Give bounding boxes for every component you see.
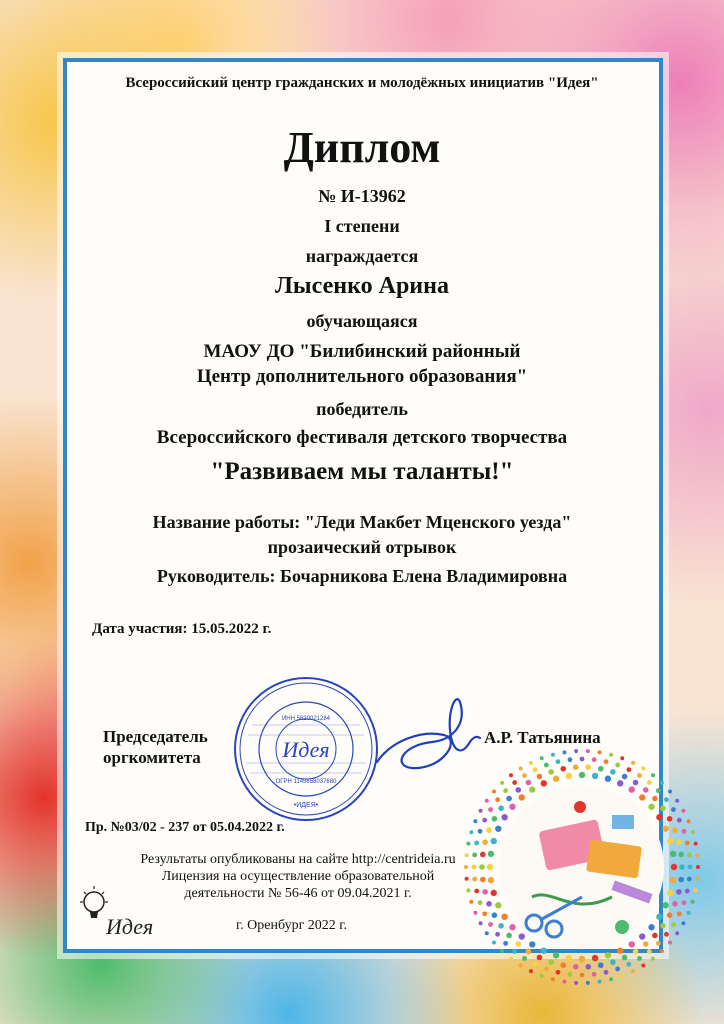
collage-dot bbox=[465, 877, 469, 881]
collage-dot bbox=[641, 767, 645, 771]
collage-dot bbox=[529, 941, 535, 947]
collage-dot bbox=[668, 941, 672, 945]
collage-dot bbox=[473, 911, 477, 915]
collage-dot bbox=[695, 877, 699, 881]
collage-dot bbox=[473, 819, 477, 823]
collage-dot bbox=[631, 761, 635, 765]
collage-dot bbox=[667, 838, 673, 844]
collage-dot bbox=[682, 900, 687, 905]
stamp-bottom-text: •ИДЕЯ• bbox=[293, 802, 319, 809]
collage-dot bbox=[676, 839, 682, 845]
collage-dot bbox=[681, 921, 685, 925]
footer-line-3: деятельности № 56-46 от 09.04.2021 г. bbox=[184, 886, 412, 901]
collage-dot bbox=[568, 972, 573, 977]
collage-dot bbox=[586, 981, 590, 985]
collage-dot bbox=[579, 772, 585, 778]
collage-dot bbox=[498, 923, 504, 929]
collage-dot bbox=[647, 949, 652, 954]
collage-dot bbox=[480, 877, 486, 883]
collage-dot bbox=[643, 941, 649, 947]
collage-dot bbox=[519, 794, 525, 800]
certificate-number: № И-13962 bbox=[318, 186, 406, 206]
stamp-ogrn: ОГРН 1145658037680 bbox=[275, 779, 337, 785]
collage-dot bbox=[522, 773, 527, 778]
collage-dot bbox=[656, 788, 661, 793]
collage-dot bbox=[485, 931, 489, 935]
collage-dot bbox=[500, 949, 504, 953]
awarded-label: награждается bbox=[305, 246, 419, 266]
collage-dot bbox=[585, 764, 591, 770]
collage-dot bbox=[498, 805, 504, 811]
collage-dot bbox=[648, 804, 654, 810]
collage-dot bbox=[668, 789, 672, 793]
collage-dot bbox=[503, 941, 508, 946]
collage-dot bbox=[637, 956, 642, 961]
collage-dot bbox=[671, 807, 676, 812]
collage-dot bbox=[620, 974, 624, 978]
role-label: обучающаяся bbox=[306, 311, 418, 331]
collage-dot bbox=[540, 974, 544, 978]
collage-dot bbox=[478, 900, 483, 905]
collage-dot bbox=[526, 780, 532, 786]
collage-dot bbox=[598, 980, 602, 984]
collage-dot bbox=[679, 864, 685, 870]
collage-dot bbox=[526, 949, 532, 955]
collage-dot bbox=[519, 933, 525, 939]
collage-dot bbox=[506, 933, 512, 939]
collage-dot bbox=[687, 877, 692, 882]
collage-dot bbox=[691, 900, 695, 904]
collage-dot bbox=[652, 796, 658, 802]
decorative-collage bbox=[462, 747, 702, 987]
collage-dot bbox=[486, 827, 492, 833]
collage-dot bbox=[482, 889, 488, 895]
collage-dot bbox=[492, 912, 498, 918]
collage-dot bbox=[519, 767, 523, 771]
collage-dot bbox=[677, 911, 682, 916]
logo-text: Идея bbox=[106, 914, 154, 939]
collage-dot bbox=[495, 797, 500, 802]
collage-dot bbox=[685, 889, 690, 894]
collage-dot bbox=[656, 941, 661, 946]
collage-dot bbox=[474, 841, 479, 846]
collage-dot bbox=[480, 852, 486, 858]
stamp-inn: ИНН 5620021284 bbox=[281, 716, 331, 722]
collage-dot bbox=[652, 933, 658, 939]
collage-dot bbox=[506, 796, 512, 802]
collage-dot bbox=[585, 964, 591, 970]
collage-dot bbox=[656, 914, 662, 920]
collage-dot bbox=[479, 864, 485, 870]
festival-name: "Развиваем мы таланты!" bbox=[210, 458, 514, 485]
collage-dot bbox=[529, 969, 533, 973]
collage-dot bbox=[622, 955, 628, 961]
collage-dot bbox=[482, 818, 487, 823]
official-stamp bbox=[232, 675, 380, 823]
collage-dot bbox=[541, 780, 547, 786]
collage-dot bbox=[495, 902, 501, 908]
collage-dot bbox=[482, 839, 488, 845]
collage-dot bbox=[675, 931, 679, 935]
collage-dot bbox=[695, 853, 699, 857]
collage-dot bbox=[662, 902, 668, 908]
collage-dot bbox=[660, 923, 666, 929]
collage-dot bbox=[639, 794, 645, 800]
festival-label: Всероссийского фестиваля детского творчества bbox=[156, 427, 568, 448]
collage-dot bbox=[605, 776, 611, 782]
collage-dot bbox=[482, 911, 487, 916]
collage-dot bbox=[580, 973, 585, 978]
collage-dot bbox=[687, 819, 691, 823]
collage-dot bbox=[609, 977, 613, 981]
collage-dot bbox=[672, 827, 678, 833]
collage-dot bbox=[500, 781, 504, 785]
collage-dot bbox=[696, 865, 700, 869]
collage-dot bbox=[694, 888, 698, 892]
collage-dot bbox=[651, 957, 655, 961]
collage-dot bbox=[562, 980, 566, 984]
collage-dot bbox=[687, 911, 691, 915]
collage-dot bbox=[574, 981, 578, 985]
collage-dot bbox=[667, 890, 673, 896]
collage-dot bbox=[647, 780, 652, 785]
collage-dot bbox=[553, 952, 559, 958]
collage-dot bbox=[492, 789, 496, 793]
collage-dot bbox=[472, 853, 477, 858]
collage-dot bbox=[556, 970, 561, 975]
collage-dot bbox=[598, 962, 604, 968]
collage-dot bbox=[479, 921, 483, 925]
collage-dot bbox=[537, 774, 543, 780]
collage-dot bbox=[682, 829, 687, 834]
collage-dot bbox=[610, 769, 616, 775]
status-label: победитель bbox=[316, 399, 408, 419]
collage-dot bbox=[491, 838, 497, 844]
collage-dot bbox=[541, 947, 547, 953]
collage-dot bbox=[681, 809, 685, 813]
collage-dot bbox=[678, 852, 684, 858]
collage-dot bbox=[566, 773, 572, 779]
collage-dot bbox=[685, 841, 690, 846]
organization-line-1: МАОУ ДО "Билибинский районный bbox=[203, 341, 521, 362]
recipient-name: Лысенко Арина bbox=[275, 273, 449, 299]
organization-header: Всероссийский центр гражданских и молодёжных инициатив "Идея" bbox=[125, 75, 599, 91]
collage-dot bbox=[637, 773, 642, 778]
collage-dot bbox=[556, 759, 561, 764]
collage-dot bbox=[540, 756, 544, 760]
collage-dot bbox=[474, 889, 479, 894]
collage-dot bbox=[609, 753, 613, 757]
organization-line-2: Центр дополнительного образования" bbox=[196, 366, 528, 387]
collage-dot bbox=[568, 757, 573, 762]
footer-line-1: Результаты опубликованы на сайте http://centrideia.ru bbox=[140, 852, 456, 867]
collage-dot bbox=[676, 889, 682, 895]
collage-dot bbox=[574, 749, 578, 753]
collage-dot bbox=[488, 922, 493, 927]
collage-dot bbox=[551, 753, 555, 757]
collage-dot bbox=[592, 757, 597, 762]
collage-dot bbox=[670, 877, 676, 883]
collage-dot bbox=[610, 959, 616, 965]
collage-dot bbox=[580, 757, 585, 762]
collage-dot bbox=[604, 970, 609, 975]
collage-dot bbox=[633, 780, 639, 786]
collage-dot bbox=[466, 842, 470, 846]
collage-dot bbox=[598, 766, 604, 772]
collage-dot bbox=[592, 955, 598, 961]
collage-dot bbox=[560, 962, 566, 968]
collage-dot bbox=[615, 763, 620, 768]
collage-dot bbox=[485, 799, 489, 803]
collage-dot bbox=[566, 955, 572, 961]
collage-dot bbox=[487, 864, 493, 870]
collage-dot bbox=[639, 933, 645, 939]
stamp-center-text: Идея bbox=[282, 737, 330, 762]
participation-date: Дата участия: 15.05.2022 г. bbox=[92, 621, 272, 637]
collage-dot bbox=[509, 924, 515, 930]
collage-dot bbox=[479, 809, 483, 813]
collage-dot bbox=[694, 842, 698, 846]
collage-dot bbox=[465, 853, 469, 857]
collage-dot bbox=[560, 766, 566, 772]
collage-dot bbox=[492, 941, 496, 945]
collage-dot bbox=[671, 864, 677, 870]
collage-dot bbox=[592, 972, 597, 977]
collage-dot bbox=[537, 955, 543, 961]
collage-dot bbox=[512, 949, 517, 954]
collage-dot bbox=[503, 788, 508, 793]
collage-dot bbox=[495, 826, 501, 832]
collage-dot bbox=[641, 963, 645, 967]
collage-dot bbox=[519, 963, 523, 967]
order-number: Пр. №03/02 - 237 от 05.04.2022 г. bbox=[85, 820, 285, 835]
collage-dot bbox=[620, 756, 624, 760]
idea-logo bbox=[76, 884, 166, 942]
collage-dot bbox=[488, 807, 493, 812]
collage-dot bbox=[660, 781, 664, 785]
collage-dot bbox=[515, 941, 521, 947]
collage-dot bbox=[509, 773, 513, 777]
collage-dot bbox=[633, 949, 639, 955]
collage-dot bbox=[553, 776, 559, 782]
collage-dot bbox=[592, 773, 598, 779]
collage-dot bbox=[533, 767, 538, 772]
collage-dot bbox=[495, 932, 500, 937]
collage-dot bbox=[501, 814, 507, 820]
collage-dot bbox=[478, 829, 483, 834]
collage-dot bbox=[509, 957, 513, 961]
collage-dot bbox=[629, 786, 635, 792]
supervisor: Руководитель: Бочарникова Елена Владимировна bbox=[156, 566, 568, 586]
collage-dot bbox=[660, 805, 666, 811]
collage-dot bbox=[522, 956, 527, 961]
city-year: г. Оренбург 2022 г. bbox=[236, 918, 347, 933]
collage-dot bbox=[691, 830, 695, 834]
collage-dot bbox=[573, 764, 579, 770]
collage-dot bbox=[544, 763, 549, 768]
collage-dot bbox=[631, 969, 635, 973]
collage-dot bbox=[492, 816, 498, 822]
collage-dot bbox=[651, 773, 655, 777]
collage-dot bbox=[672, 901, 678, 907]
collage-dot bbox=[466, 888, 470, 892]
collage-dot bbox=[562, 750, 566, 754]
collage-dot bbox=[671, 922, 676, 927]
collage-dot bbox=[544, 967, 549, 972]
collage-dot bbox=[604, 759, 609, 764]
collage-dot bbox=[626, 962, 631, 967]
collage-dot bbox=[501, 914, 507, 920]
collage-dot bbox=[598, 750, 602, 754]
collage-dot bbox=[515, 787, 521, 793]
collage-dot bbox=[675, 799, 679, 803]
collage-dot bbox=[605, 952, 611, 958]
collage-dot bbox=[664, 932, 669, 937]
collage-dot bbox=[488, 877, 494, 883]
footer-line-2: Лицензия на осуществление образовательной bbox=[161, 869, 435, 884]
collage-dot bbox=[626, 767, 631, 772]
collage-dot bbox=[464, 865, 468, 869]
collage-dot bbox=[643, 787, 649, 793]
collage-dot bbox=[615, 967, 620, 972]
collage-dot bbox=[469, 830, 473, 834]
collage-dot bbox=[469, 900, 473, 904]
collage-dot bbox=[486, 901, 492, 907]
collage-dot bbox=[617, 780, 623, 786]
collage-dot bbox=[472, 865, 477, 870]
signer-name: А.Р. Татьянина bbox=[484, 728, 601, 747]
work-type: прозаический отрывок bbox=[267, 537, 457, 557]
collage-dot bbox=[677, 818, 682, 823]
collage-dot bbox=[551, 977, 555, 981]
collage-dot bbox=[529, 786, 535, 792]
collage-dot bbox=[660, 949, 664, 953]
chairman-label-line-1: Председатель bbox=[103, 727, 208, 746]
collage-dot bbox=[586, 749, 590, 753]
collage-dot bbox=[548, 959, 554, 965]
collage-dot bbox=[667, 912, 673, 918]
certificate-title: Диплом bbox=[283, 123, 441, 172]
collage-dot bbox=[656, 814, 662, 820]
work-title: Название работы: "Леди Макбет Мценского уезда" bbox=[152, 512, 572, 532]
collage-dot bbox=[529, 761, 533, 765]
collage-dot bbox=[548, 769, 554, 775]
collage-dot bbox=[472, 877, 477, 882]
collage-dot bbox=[512, 780, 517, 785]
collage-dot bbox=[579, 956, 585, 962]
collage-dot bbox=[664, 797, 669, 802]
collage-dot bbox=[491, 890, 497, 896]
chairman-label-line-2: оргкомитета bbox=[103, 748, 201, 767]
collage-dot bbox=[629, 941, 635, 947]
degree: I степени bbox=[324, 216, 400, 236]
collage-dot bbox=[509, 804, 515, 810]
collage-dot bbox=[670, 851, 676, 857]
collage-dot bbox=[662, 826, 668, 832]
collage-dot bbox=[617, 947, 623, 953]
collage-dot bbox=[648, 924, 654, 930]
collage-dot bbox=[622, 774, 628, 780]
collage-dot bbox=[573, 964, 579, 970]
collage-dot bbox=[488, 851, 494, 857]
collage-dot bbox=[687, 853, 692, 858]
collage-dot bbox=[533, 962, 538, 967]
collage-dot bbox=[688, 865, 693, 870]
collage-dot bbox=[678, 877, 684, 883]
collage-dot bbox=[667, 816, 673, 822]
